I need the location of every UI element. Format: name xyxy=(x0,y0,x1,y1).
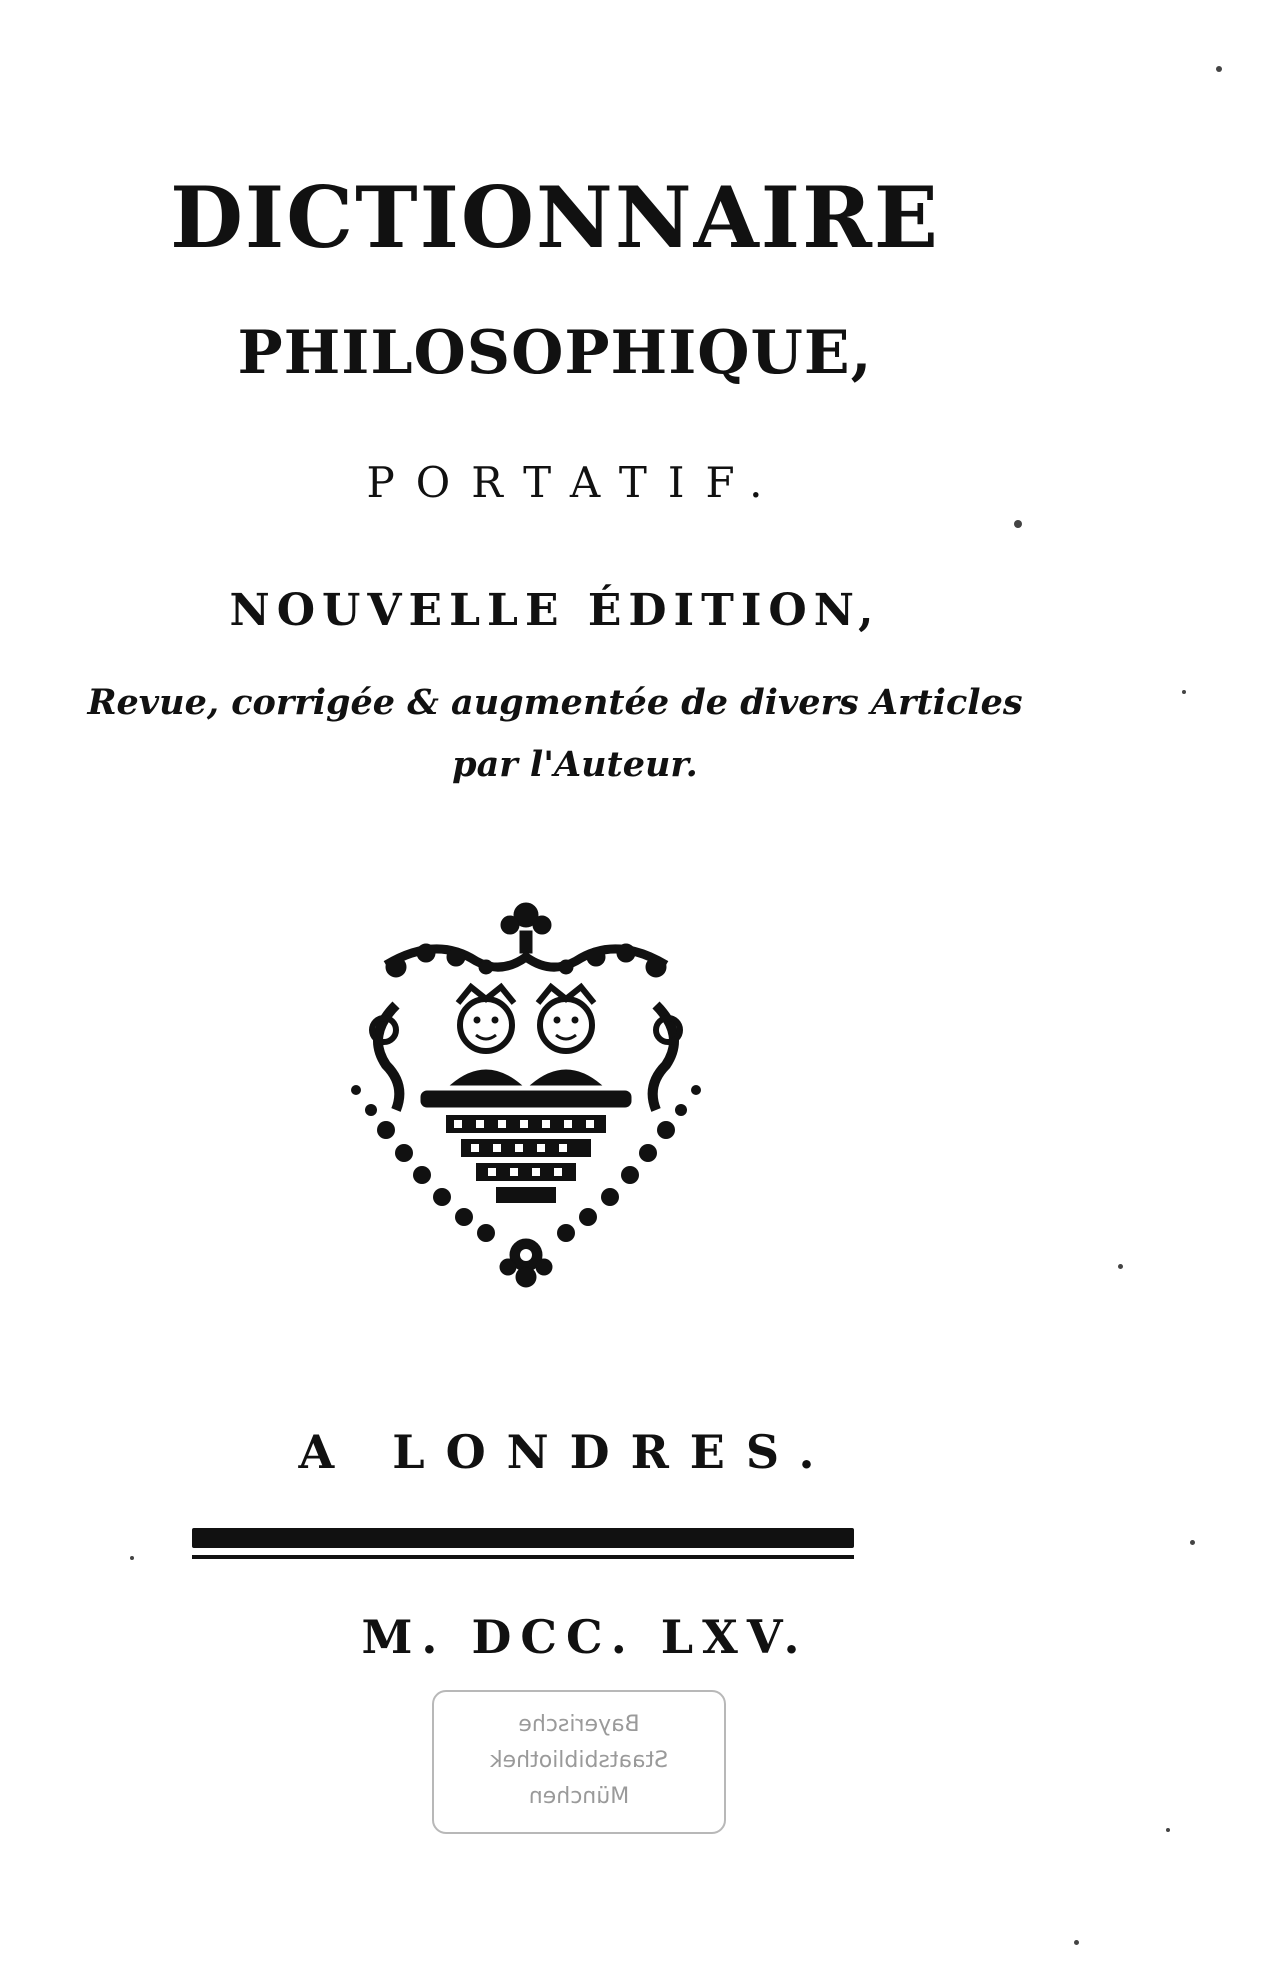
thin-rule xyxy=(192,1555,854,1559)
paper-speck xyxy=(130,1556,134,1560)
title-line-2: PHILOSOPHIQUE, xyxy=(237,318,873,388)
title-line-3: PORTATIF. xyxy=(366,458,784,507)
paper-speck xyxy=(1014,520,1022,528)
paper-speck xyxy=(1190,1540,1195,1545)
library-stamp-line-3: München xyxy=(528,1784,630,1809)
library-stamp xyxy=(432,1690,726,1834)
double-rule-divider xyxy=(192,1528,854,1562)
subtitle-line-2: par l'Auteur. xyxy=(452,744,698,785)
paper-speck xyxy=(1216,66,1222,72)
paper-speck xyxy=(1182,690,1186,694)
paper-speck xyxy=(1118,1264,1123,1269)
edition-line: NOUVELLE ÉDITION, xyxy=(229,585,881,636)
library-stamp-line-2: Staatsbibliothek xyxy=(489,1748,669,1773)
paper-speck xyxy=(1074,1940,1079,1945)
paper-speck xyxy=(1166,1828,1170,1832)
imprint-place: A LONDRES. xyxy=(298,1425,836,1479)
title-line-1: DICTIONNAIRE xyxy=(170,168,940,267)
library-stamp-line-1: Bayerische xyxy=(518,1712,640,1737)
subtitle-line-1: Revue, corrigée & augmentée de divers Articles xyxy=(87,682,1023,723)
printer-vignette-ornament xyxy=(326,895,726,1315)
thick-rule xyxy=(192,1528,854,1548)
imprint-date: M. DCC. LXV. xyxy=(361,1610,809,1664)
